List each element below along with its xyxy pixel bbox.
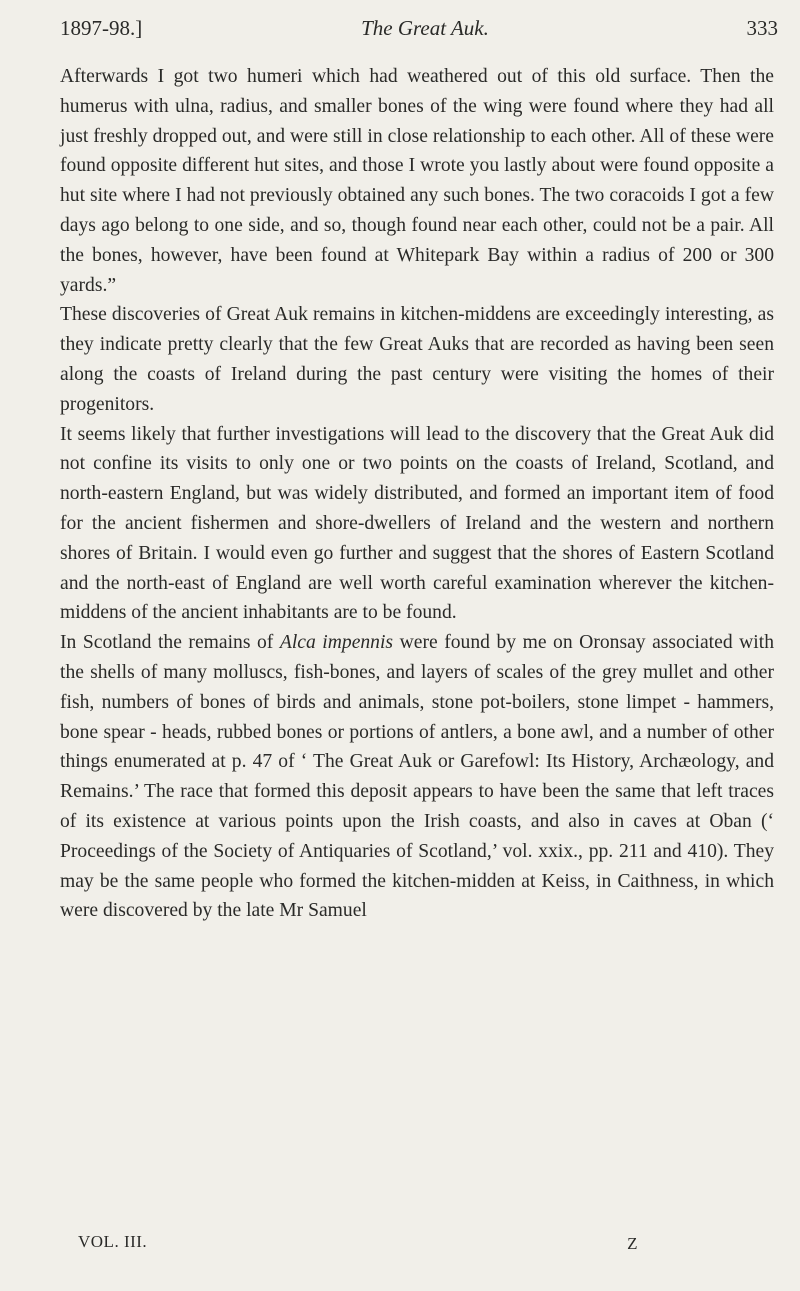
running-header <box>60 16 790 50</box>
body-text <box>60 62 774 926</box>
header-date: 1897-98.] <box>60 16 143 40</box>
species-name: Alca impennis <box>279 632 394 654</box>
paragraph-scotland-rest: were found by me on Oronsay associated with the shells of many molluscs, fish-bones, and layers of scales of the grey mullet and other fish, numbers of bones of birds and animals, stone pot-boilers, stone limpet - hammers, bone spear - heads, rubbed bones or portions of antlers, a bone awl, and a number of other things enumerated at p. 47 of ‘ The Great Auk or Garefowl: Its History, Archæology, and Remains.’ The race that formed this deposit appears to have been the same that left traces of its existence at various points upon the Irish coasts, and also in caves at Oban (‘ Proceedings of the Society of Antiquaries of Scotland,’ vol. xxix., pp. 211 and 410). They may be the same people who formed the kitchen-midden at Keiss, in Caithness, in which were discovered by the late Mr Samuel <box>60 632 774 922</box>
paragraph-quote-continuation: Afterwards I got two humeri which had weathered out of this old surface. Then the humerus with ulna, radius, and smaller bones of the wing were found where they had all just freshly dropped out, and were still in close relationship to each other. All of these were found opposite different hut sites, and those I wrote you lastly about were found opposite a hut site where I had not previously obtained any such bones. The two coracoids I got a few days ago belong to one side, and so, though found near each other, could not be a pair. All the bones, however, have been found at Whitepark Bay within a radius of 200 or 300 yards.” <box>60 66 774 296</box>
header-title: The Great Auk. <box>361 16 489 40</box>
paragraph-further-investigations: It seems likely that further investigations will lead to the discovery that the Great Auk did not confine its visits to only one or two points on the coasts of Ireland, Scotland, and north-eastern England, but was widely distributed, and formed an important item of food for the ancient fishermen and shore-dwellers of Ireland and the western and northern shores of Britain. I would even go further and suggest that the shores of Eastern Scotland and the north-east of England are well worth careful examination wherever the kitchen-middens of the ancient inhabitants are to be found. <box>60 423 774 624</box>
paragraph-discoveries: These discoveries of Great Auk remains in kitchen-middens are exceedingly interesting, as they indicate pretty clearly that the few Great Auks that are recorded as having been seen along the coasts of Ireland during the past century were visiting the homes of their progenitors. <box>60 304 774 415</box>
page-footer <box>78 1232 638 1258</box>
page-number: 333 <box>746 16 778 40</box>
volume-label: VOL. III. <box>78 1232 148 1251</box>
paragraph-scotland <box>60 628 774 926</box>
signature-mark: Z <box>627 1234 638 1253</box>
paragraph-scotland-lead: In Scotland the remains of <box>60 632 280 654</box>
